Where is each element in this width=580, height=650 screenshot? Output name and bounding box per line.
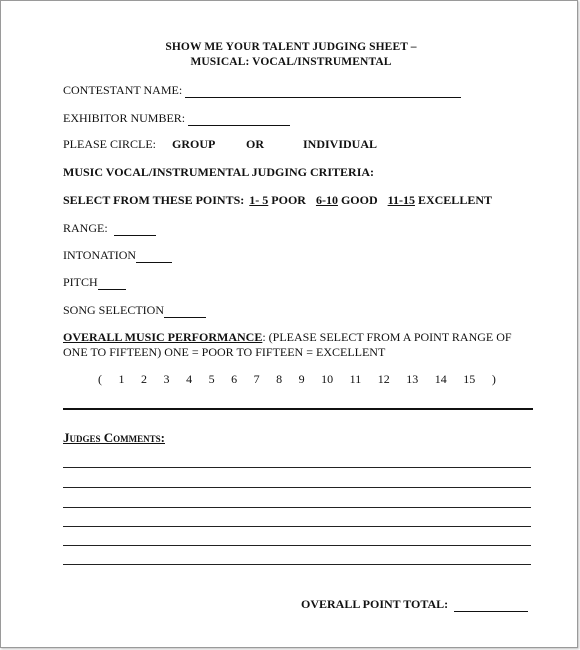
scale-point[interactable]: 1 <box>118 372 125 386</box>
scale-point[interactable]: 8 <box>276 372 283 386</box>
song-selection-label: SONG SELECTION <box>63 303 164 317</box>
scale-point[interactable]: 15 <box>463 372 476 386</box>
comment-line[interactable] <box>63 526 531 527</box>
criteria-heading: MUSIC VOCAL/INSTRUMENTAL JUDGING CRITERIA: <box>63 165 375 179</box>
overall-instruction-text-2: ONE TO FIFTEEN) ONE = POOR TO FIFTEEN = EXCELLENT <box>63 345 386 359</box>
group-option[interactable]: GROUP <box>172 137 216 151</box>
individual-option[interactable]: INDIVIDUAL <box>303 137 378 151</box>
scale-point[interactable]: 5 <box>208 372 215 386</box>
scale-point[interactable]: 3 <box>163 372 170 386</box>
scale-point[interactable]: 14 <box>434 372 447 386</box>
range-good-value: 6-10 <box>315 193 338 207</box>
comment-line[interactable] <box>63 564 531 565</box>
overall-total-label: OVERALL POINT TOTAL: <box>301 597 449 611</box>
contestant-name-row <box>63 83 461 98</box>
pitch-row <box>63 275 126 290</box>
overall-total-row <box>301 597 528 612</box>
range-label: RANGE: <box>63 221 108 235</box>
scale-point[interactable]: 4 <box>186 372 193 386</box>
intonation-score-field[interactable] <box>136 251 172 263</box>
comment-line[interactable] <box>63 487 531 488</box>
range-excellent-label: EXCELLENT <box>417 193 492 207</box>
range-poor-label: POOR <box>271 193 306 207</box>
song-selection-row <box>63 303 206 318</box>
intonation-row <box>63 248 172 263</box>
song-selection-score-field[interactable] <box>164 306 206 318</box>
select-points-label: SELECT FROM THESE POINTS: <box>63 193 245 207</box>
exhibitor-number-row <box>63 111 290 126</box>
exhibitor-number-field[interactable] <box>188 114 290 126</box>
scale-point[interactable]: 12 <box>377 372 390 386</box>
overall-instruction-text-1: : (PLEASE SELECT FROM A POINT RANGE OF <box>262 330 512 344</box>
scale-point[interactable]: 10 <box>321 372 334 386</box>
comment-line[interactable] <box>63 507 531 508</box>
comment-line[interactable] <box>63 467 531 468</box>
range-excellent-value: 11-15 <box>387 193 415 207</box>
scale-point[interactable]: 11 <box>349 372 362 386</box>
title-line-2: MUSICAL: VOCAL/INSTRUMENTAL <box>190 56 392 68</box>
scale-point[interactable]: 6 <box>231 372 238 386</box>
judges-comments-heading: Judges Comments: <box>63 430 165 445</box>
scale-point[interactable]: 7 <box>253 372 260 386</box>
overall-performance-heading: OVERALL MUSIC PERFORMANCE <box>63 330 263 344</box>
or-text: OR <box>246 137 264 151</box>
please-circle-label: PLEASE CIRCLE: <box>63 137 157 151</box>
section-divider <box>63 408 533 410</box>
pitch-label: PITCH <box>63 275 98 289</box>
scale-point[interactable]: 2 <box>141 372 148 386</box>
intonation-label: INTONATION <box>63 248 137 262</box>
range-score-field[interactable] <box>114 224 156 236</box>
overall-instruction-line-1 <box>63 330 512 345</box>
point-scale <box>98 372 496 387</box>
range-row <box>63 221 156 236</box>
comment-line[interactable] <box>63 545 531 546</box>
contestant-name-label: CONTESTANT NAME: <box>63 83 183 97</box>
exhibitor-number-label: EXHIBITOR NUMBER: <box>63 111 186 125</box>
pitch-score-field[interactable] <box>98 278 126 290</box>
points-legend <box>63 193 492 208</box>
overall-total-field[interactable] <box>454 600 528 612</box>
scale-open-paren: ( <box>98 372 102 386</box>
scale-close-paren: ) <box>491 372 496 386</box>
range-poor-value: 1- 5 <box>249 193 269 207</box>
scale-point[interactable]: 9 <box>298 372 305 386</box>
contestant-name-field[interactable] <box>185 86 461 98</box>
range-good-label: GOOD <box>340 193 378 207</box>
scale-point[interactable]: 13 <box>406 372 419 386</box>
title-line-1: SHOW ME YOUR TALENT JUDGING SHEET – <box>165 41 417 53</box>
